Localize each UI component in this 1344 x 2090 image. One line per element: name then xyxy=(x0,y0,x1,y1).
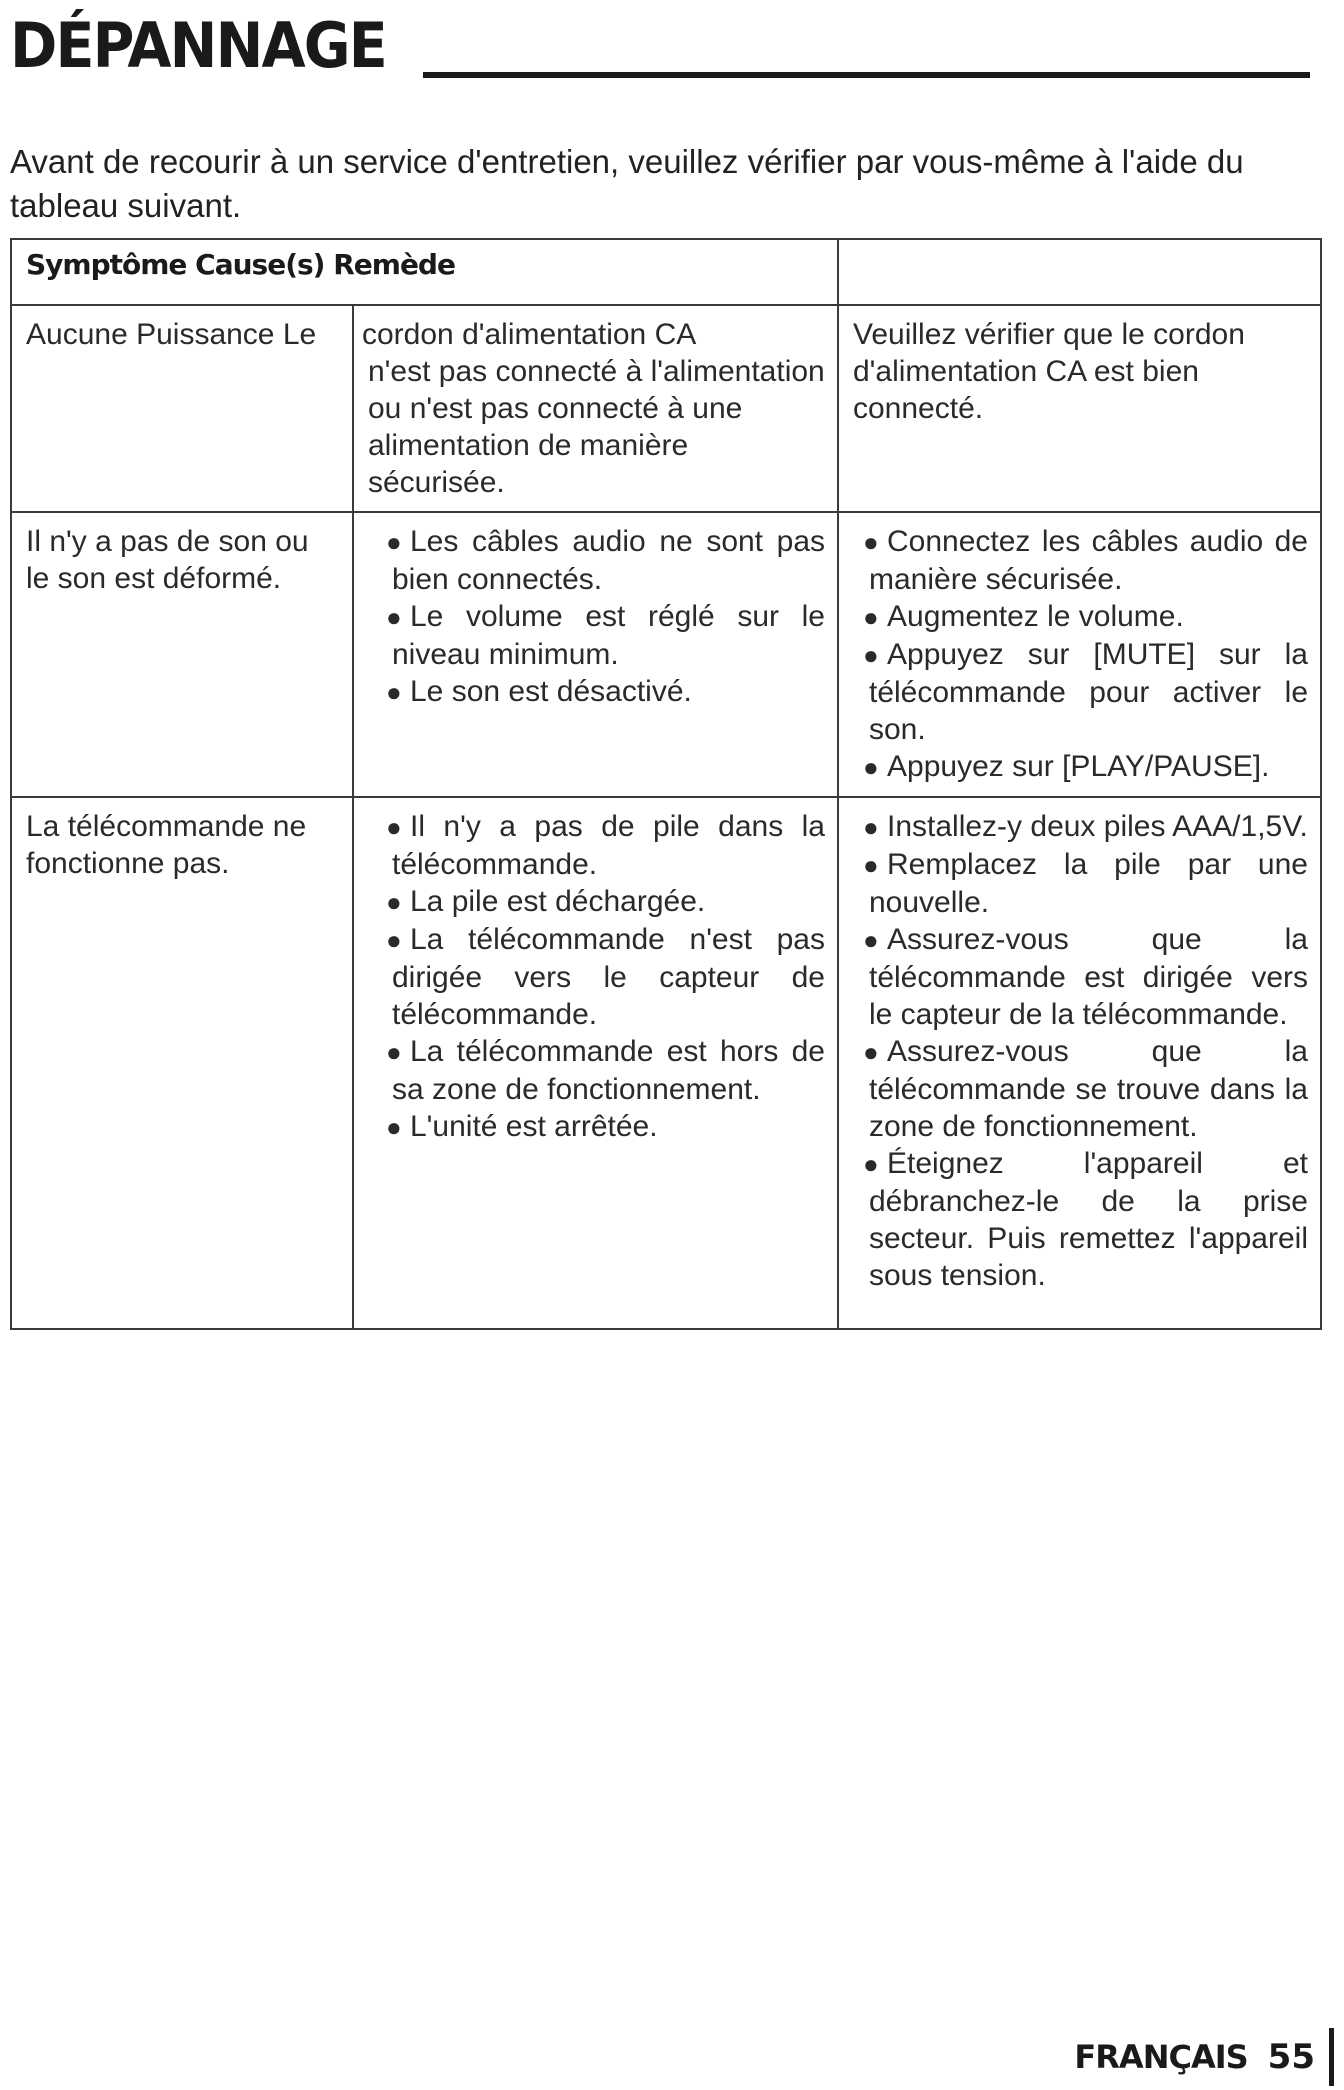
remedy-list xyxy=(853,523,1308,786)
list-item: ● Le volume est réglé sur le niveau minimum. xyxy=(386,600,825,671)
list-item: ● Connectez les câbles audio de manière sécurisée. xyxy=(863,525,1308,596)
cause-cell xyxy=(353,797,838,1329)
list-item: ● La pile est déchargée. xyxy=(392,883,825,921)
symptom-cell: Aucune Puissance Le xyxy=(11,305,353,512)
bullet-icon: ● xyxy=(863,812,879,842)
bullet-icon: ● xyxy=(386,887,402,917)
table-header-empty-cell xyxy=(838,239,1321,305)
list-item: ● La télécommande est hors de sa zone de fonctionnement. xyxy=(386,1035,825,1106)
list-item: ● Il n'y a pas de pile dans la télécommande. xyxy=(386,810,825,881)
symptom-cell: La télécommande ne fonctionne pas. xyxy=(11,797,353,1329)
bullet-icon: ● xyxy=(386,812,402,842)
bullet-icon: ● xyxy=(386,1037,402,1067)
bullet-icon: ● xyxy=(863,527,879,557)
remedy-list xyxy=(853,808,1308,1294)
bullet-icon: ● xyxy=(863,1037,879,1067)
remedy-cell: Veuillez vérifier que le cordon d'alimentation CA est bien connecté. xyxy=(838,305,1321,512)
cause-text-first-line: cordon d'alimentation CA xyxy=(362,318,697,351)
list-item: ● Le son est désactivé. xyxy=(392,673,825,711)
table-row xyxy=(11,797,1321,1329)
bullet-icon: ● xyxy=(863,602,879,632)
page-title: DÉPANNAGE xyxy=(10,9,386,82)
title-underline-rule xyxy=(423,72,1310,78)
bullet-icon: ● xyxy=(863,925,879,955)
list-item: ● Appuyez sur [PLAY/PAUSE]. xyxy=(869,748,1308,786)
list-item: ● Augmentez le volume. xyxy=(869,598,1308,636)
list-item: ● La télécommande n'est pas dirigée vers le capteur de télécommande. xyxy=(386,923,825,1031)
footer-language: FRANÇAIS xyxy=(1074,2038,1248,2076)
remedy-cell xyxy=(838,797,1321,1329)
cause-cell xyxy=(353,512,838,797)
symptom-cell: Il n'y a pas de son ou le son est déformé. xyxy=(11,512,353,797)
table-row xyxy=(11,305,1321,512)
intro-paragraph: Avant de recourir à un service d'entretien, veuillez vérifier par vous-même à l'aide du tableau suivant. xyxy=(10,143,1244,224)
page-heading xyxy=(10,8,1310,84)
remedy-cell xyxy=(838,512,1321,797)
table-header-row xyxy=(11,239,1321,305)
bullet-icon: ● xyxy=(863,850,879,880)
page-footer xyxy=(1074,2028,1334,2086)
list-item: ● Éteignez l'appareil et débranchez-le de la prise secteur. Puis remettez l'appareil sous tension. xyxy=(863,1147,1308,1292)
cause-list xyxy=(362,808,825,1146)
table-header-label: Symptôme Cause(s) Remède xyxy=(11,239,838,305)
list-item: ● Assurez-vous que la télécommande se trouve dans la zone de fonctionnement. xyxy=(863,1035,1308,1143)
cause-list xyxy=(362,523,825,711)
bullet-icon: ● xyxy=(386,677,402,707)
list-item: ● L'unité est arrêtée. xyxy=(392,1108,825,1146)
bullet-icon: ● xyxy=(863,640,879,670)
list-item: ● Installez-y deux piles AAA/1,5V. xyxy=(869,808,1308,846)
bullet-icon: ● xyxy=(386,925,402,955)
list-item: ● Assurez-vous que la télécommande est dirigée vers le capteur de la télécommande. xyxy=(863,923,1308,1031)
page-number: 55 xyxy=(1267,2037,1315,2077)
bullet-icon: ● xyxy=(386,527,402,557)
bullet-icon: ● xyxy=(863,1149,879,1179)
list-item: ● Appuyez sur [MUTE] sur la télécommande pour activer le son. xyxy=(863,638,1308,746)
bullet-icon: ● xyxy=(386,1112,402,1142)
footer-vertical-rule xyxy=(1329,2028,1334,2086)
cause-text-rest: n'est pas connecté à l'alimentation ou n'est pas connecté à une alimentation de manière sécurisée. xyxy=(368,355,825,499)
cause-cell xyxy=(353,305,838,512)
table-row xyxy=(11,512,1321,797)
troubleshooting-table xyxy=(10,238,1322,1330)
list-item: ● Les câbles audio ne sont pas bien connectés. xyxy=(386,525,825,596)
list-item: ● Remplacez la pile par une nouvelle. xyxy=(863,848,1308,919)
bullet-icon: ● xyxy=(863,752,879,782)
bullet-icon: ● xyxy=(386,602,402,632)
